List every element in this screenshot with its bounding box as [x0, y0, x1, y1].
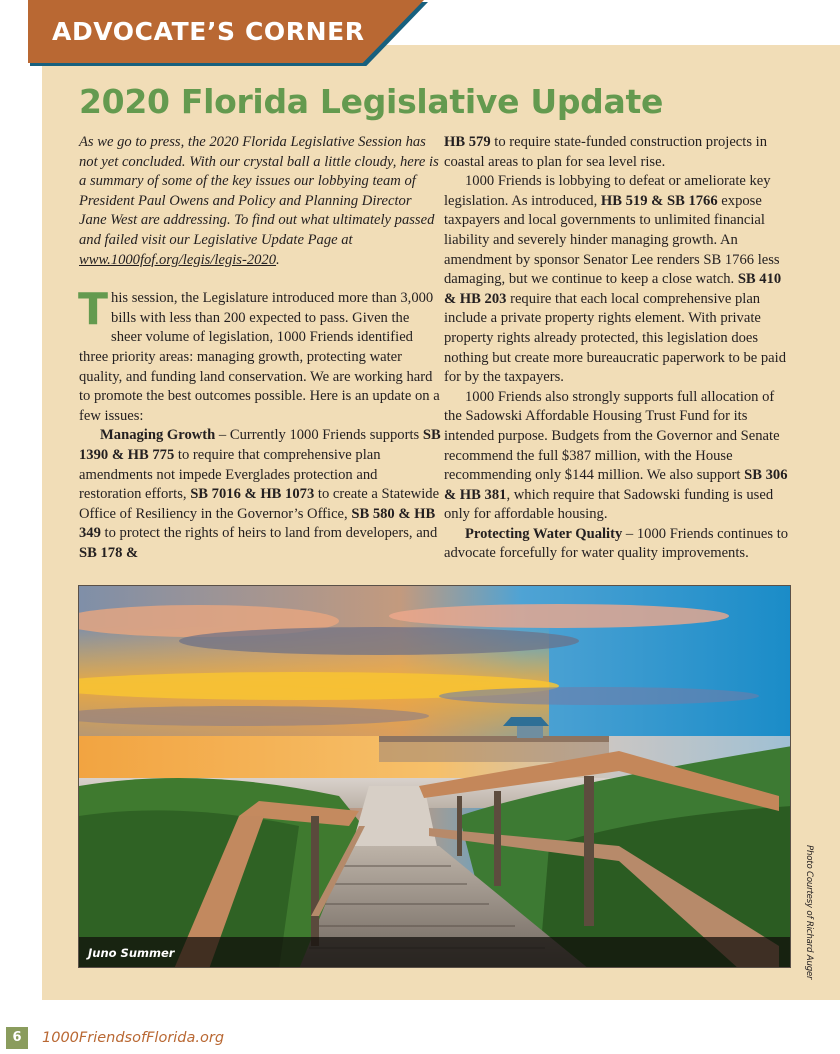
website-link[interactable]: 1000FriendsofFlorida.org	[42, 1030, 225, 1046]
body-text: to require that comprehensive plan amendments not impede Everglades protection and restoration efforts,	[79, 446, 381, 503]
drop-cap: T	[78, 284, 109, 336]
body-text: to protect the rights of heirs to land from developers, and	[100, 525, 438, 542]
managing-growth-continued	[444, 133, 790, 172]
water-quality-heading: Protecting Water Quality	[465, 525, 623, 542]
body-text: require that each local comprehensive plan include a private property rights element. With private property rights already protected, this legislation does nothing but create more bureaucratic paperwork to be paid for by the taxpayers.	[444, 290, 786, 386]
body-text: – Currently 1000 Friends supports	[215, 427, 423, 444]
body-text: to require state-funded construction projects in coastal areas to plan for sea level rise.	[444, 134, 768, 170]
photo-credit: Photo Courtesy of Richard Auger	[804, 845, 814, 980]
housing-paragraph	[444, 388, 790, 525]
bill-reference: HB 519 & SB 1766	[600, 192, 718, 209]
bill-reference: SB 410 & HB 203	[444, 271, 782, 307]
intro-paragraph	[79, 133, 441, 270]
bill-reference: SB 7016 & HB 1073	[190, 486, 315, 503]
body-text: , which require that Sadowski funding is used only for affordable housing.	[444, 486, 774, 523]
managing-growth-paragraph	[79, 426, 441, 563]
legislative-update-link[interactable]: www.1000fof.org/legis/legis-2020	[79, 251, 277, 268]
page-number-badge: 6	[6, 1027, 28, 1049]
body-text: 1000 Friends is lobbying to defeat or ameliorate key legislation. As introduced,	[444, 173, 771, 209]
bill-reference: SB 580 & HB 349	[79, 505, 436, 542]
bill-reference: SB 1390 & HB 775	[79, 427, 441, 463]
photo-caption: Juno Summer	[88, 946, 175, 960]
body-paragraph-1	[78, 284, 441, 426]
beach-photo	[78, 585, 791, 968]
article-title: 2020 Florida Legislative Update	[79, 82, 664, 121]
body-text: .	[276, 251, 280, 268]
managing-growth-heading: Managing Growth	[100, 427, 216, 444]
body-text: his session, the Legislature introduced more than 3,000 bills with less than 200 expected to pass. Given the sheer volume of legislation, 1000 Friends identified three priority areas: managing growth, protecting water quality, and funding land conservation. We are working hard to promote the best outcomes possible. Here is an update on a few issues:	[79, 290, 440, 424]
body-text: expose taxpayers and local governments to unlimited financial liability and severely hinder managing growth. An amendment by sponsor Senator Lee renders SB 1766 less damaging, but we continue to keep a close watch.	[444, 192, 780, 288]
body-text: to create a Statewide Office of Resiliency in the Governor’s Office,	[79, 486, 440, 522]
body-text: 1000 Friends also strongly supports full allocation of the Sadowski Affordable Housing Trust Fund for its intended purpose. Budgets from the Governor and Senate recommend the full $387 million, with the House recommending only $144 million. We also support	[444, 388, 780, 484]
caption-bar	[79, 937, 790, 967]
bill-reference: HB 579	[444, 134, 491, 150]
water-quality-paragraph	[444, 525, 790, 564]
body-text: – 1000 Friends continues to advocate forcefully for water quality improvements.	[444, 525, 789, 562]
body-text: As we go to press, the 2020 Florida Legislative Session has not yet concluded. With our crystal ball a little cloudy, here is a summary of some of the key issues our lobbying team of President Paul Owens and Policy and Planning Director Jane West are addressing. To find out what ultimately passed and failed visit our Legislative Update Page at	[79, 134, 439, 248]
column-right	[444, 133, 790, 564]
section-label: ADVOCATE’S CORNER	[52, 17, 365, 46]
column-left	[79, 133, 441, 563]
beach-boardwalk-image	[79, 586, 791, 968]
lobbying-paragraph	[444, 172, 790, 388]
bill-reference: SB 306 & HB 381	[444, 467, 788, 503]
bill-reference: SB 178 &	[79, 544, 139, 561]
